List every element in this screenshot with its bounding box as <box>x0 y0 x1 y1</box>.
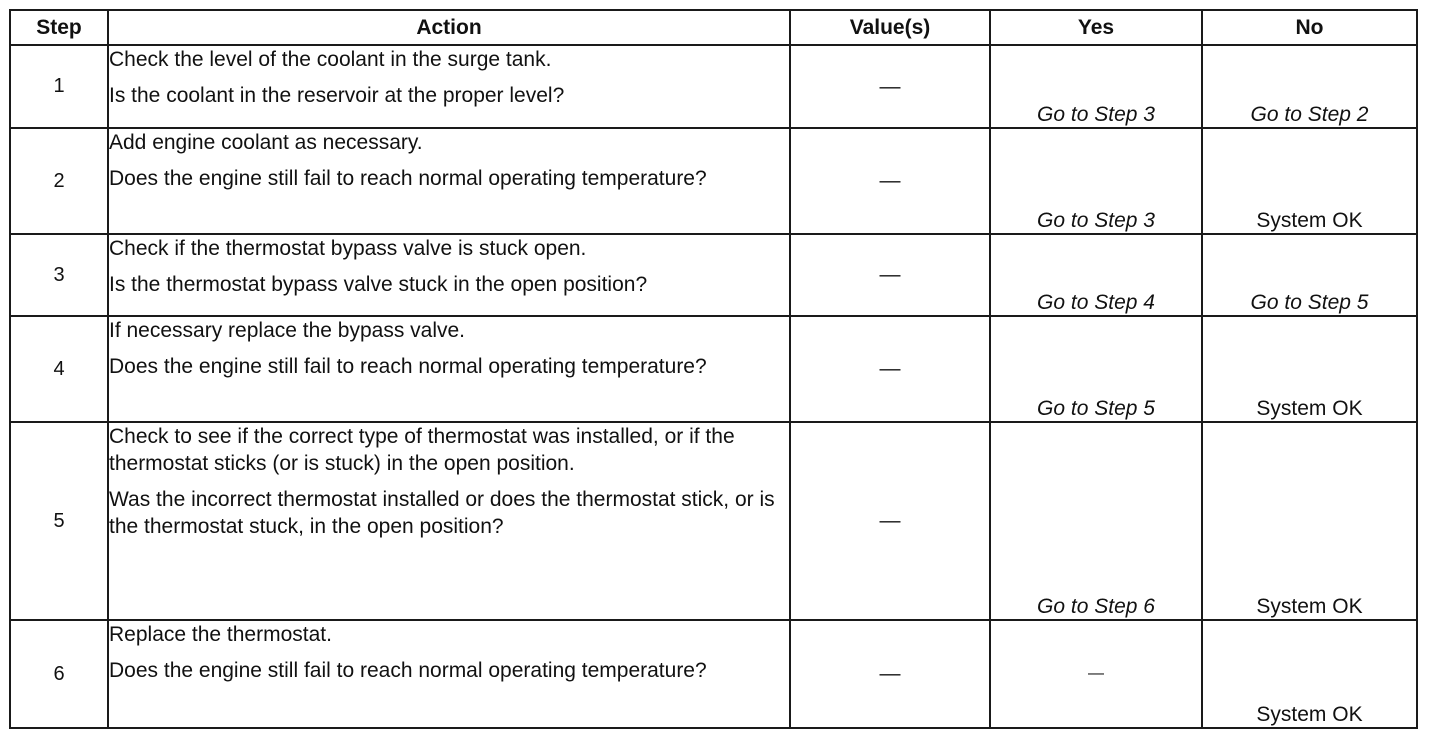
value-dash: — <box>879 74 901 98</box>
no-cell <box>1202 45 1417 128</box>
value-dash: — <box>879 263 901 286</box>
step-number: 5 <box>10 422 108 620</box>
action-question: Does the engine still fail to reach normal operating temperature? <box>109 167 707 190</box>
table-row <box>10 422 1417 620</box>
header-step: Step <box>10 10 108 45</box>
yes-result: — <box>1088 665 1104 682</box>
value-dash: — <box>879 662 901 685</box>
action-instruction: Add engine coolant as necessary. <box>109 131 423 154</box>
action-question: Is the coolant in the reservoir at the proper level? <box>109 84 565 107</box>
no-cell <box>1202 234 1417 316</box>
value-dash: — <box>879 357 901 380</box>
no-cell <box>1202 422 1417 620</box>
action-instruction: Check if the thermostat bypass valve is stuck open. <box>109 237 587 260</box>
yes-result: Go to Step 6 <box>1037 595 1155 618</box>
action-cell <box>108 128 790 234</box>
no-result: Go to Step 5 <box>1250 291 1369 314</box>
yes-cell <box>990 316 1202 422</box>
header-action: Action <box>108 10 790 45</box>
action-question: Does the engine still fail to reach normal operating temperature? <box>109 659 707 682</box>
action-question: Is the thermostat bypass valve stuck in the open position? <box>109 273 648 296</box>
yes-result: Go to Step 4 <box>1037 291 1155 314</box>
action-cell <box>108 316 790 422</box>
action-instruction: Replace the thermostat. <box>109 623 332 646</box>
value-dash: — <box>879 509 901 532</box>
step-number: 3 <box>10 234 108 316</box>
step-number: 4 <box>10 316 108 422</box>
no-result: System OK <box>1256 595 1363 618</box>
action-instruction: If necessary replace the bypass valve. <box>109 319 466 342</box>
action-instruction: Check to see if the correct type of thermostat was installed, or if the thermostat sticks (or is stuck) in the open position. <box>109 425 735 475</box>
value-cell <box>790 620 990 728</box>
yes-cell <box>990 128 1202 234</box>
action-cell <box>108 45 790 128</box>
value-dash: — <box>879 169 901 192</box>
no-result: System OK <box>1256 209 1363 232</box>
action-cell <box>108 234 790 316</box>
table-row <box>10 620 1417 728</box>
action-cell <box>108 620 790 728</box>
no-result: Go to Step 2 <box>1250 103 1369 126</box>
action-cell <box>108 422 790 620</box>
step-number: 2 <box>10 128 108 234</box>
yes-cell <box>990 422 1202 620</box>
yes-result: Go to Step 5 <box>1037 397 1155 420</box>
action-question: Does the engine still fail to reach normal operating temperature? <box>109 355 707 378</box>
step-number: 6 <box>10 620 108 728</box>
yes-cell <box>990 620 1202 728</box>
step-number: 1 <box>10 45 108 128</box>
table-row <box>10 234 1417 316</box>
value-cell <box>790 316 990 422</box>
yes-cell <box>990 45 1202 128</box>
value-cell <box>790 45 990 128</box>
table-row <box>10 316 1417 422</box>
value-cell <box>790 422 990 620</box>
action-instruction: Check the level of the coolant in the surge tank. <box>109 48 552 71</box>
header-row <box>10 10 1417 45</box>
yes-cell <box>990 234 1202 316</box>
yes-result: Go to Step 3 <box>1037 103 1155 126</box>
yes-result: Go to Step 3 <box>1037 209 1155 232</box>
no-cell <box>1202 316 1417 422</box>
diagnostic-table <box>9 9 1418 729</box>
value-cell <box>790 234 990 316</box>
no-result: System OK <box>1256 397 1363 420</box>
no-result: System OK <box>1256 703 1363 726</box>
table-row <box>10 128 1417 234</box>
header-no: No <box>1202 10 1417 45</box>
action-question: Was the incorrect thermostat installed or does the thermostat stick, or is the thermostat stuck, in the open position? <box>109 488 775 538</box>
header-values: Value(s) <box>790 10 990 45</box>
value-cell <box>790 128 990 234</box>
header-yes: Yes <box>990 10 1202 45</box>
no-cell <box>1202 620 1417 728</box>
table-row <box>10 45 1417 128</box>
no-cell <box>1202 128 1417 234</box>
